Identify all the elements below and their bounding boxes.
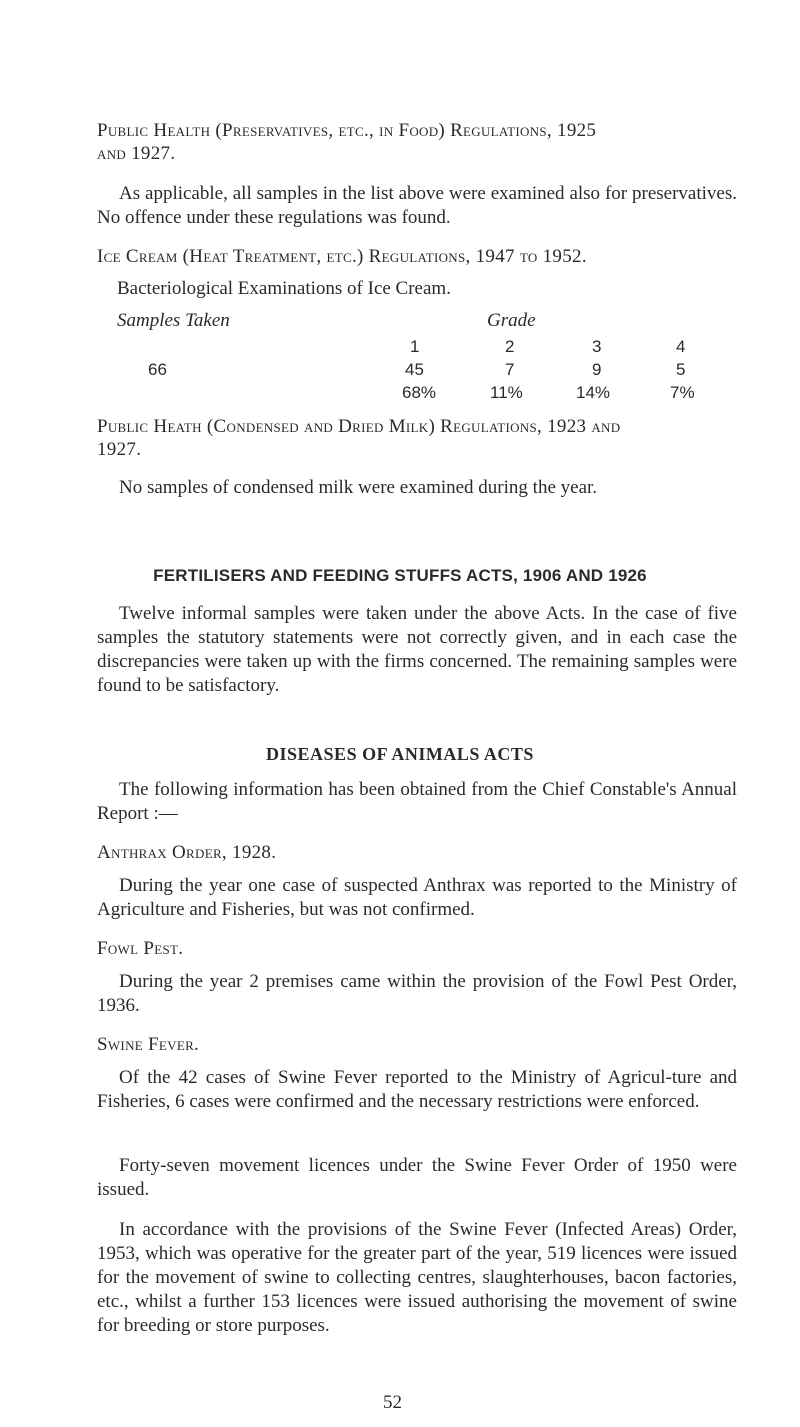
- ice-cream-heading: Ice Cream (Heat Treatment, etc.) Regulations, 1947 to 1952.: [97, 246, 587, 267]
- ice-cream-subheading: Bacteriological Examinations of Ice Cream.: [117, 278, 451, 299]
- swine-fever-text-2: Forty-seven movement licences under the Swine Fever Order of 1950 were issued.: [97, 1155, 737, 1200]
- diseases-intro-text: The following information has been obtained from the Chief Constable's Annual Report :—: [97, 779, 737, 824]
- page-number: 52: [383, 1392, 402, 1413]
- grade-count-3: 9: [592, 360, 602, 379]
- grade-label: Grade: [487, 310, 536, 331]
- preservatives-heading-line1: Public Health (Preservatives, etc., in Food) Regulations, 1925: [97, 120, 597, 141]
- condensed-milk-heading-line1: Public Heath (Condensed and Dried Milk) Regulations, 1923 and: [97, 416, 621, 437]
- fertilisers-text: Twelve informal samples were taken under the above Acts. In the case of five samples the statutory statements were not correctly given, and in each case the discrepancies were taken up with the firms concerned. The remaining samples were found to be satisfactory.: [97, 603, 737, 696]
- preservatives-heading-line2: and 1927.: [97, 143, 176, 164]
- grade-header-1: 1: [410, 337, 420, 356]
- swine-fever-paragraph-2: [97, 1154, 737, 1202]
- diseases-intro-paragraph: [97, 778, 737, 826]
- swine-fever-heading: Swine Fever.: [97, 1034, 200, 1055]
- samples-taken-value: 66: [148, 360, 167, 379]
- condensed-milk-text: No samples of condensed milk were examined during the year.: [119, 477, 598, 498]
- fowl-pest-text: During the year 2 premises came within the provision of the Fowl Pest Order, 1936.: [97, 971, 737, 1016]
- samples-taken-label: Samples Taken: [117, 310, 230, 331]
- fertilisers-paragraph: [97, 602, 737, 698]
- grade-percent-4: 7%: [670, 383, 695, 402]
- grade-percent-1: 68%: [402, 383, 437, 402]
- anthrax-paragraph: [97, 874, 737, 922]
- condensed-milk-paragraph: [97, 476, 737, 500]
- grade-percent-3: 14%: [576, 383, 611, 402]
- grade-count-1: 45: [405, 360, 424, 379]
- grade-header-3: 3: [592, 337, 602, 356]
- condensed-milk-heading-line2: 1927.: [97, 439, 142, 460]
- swine-fever-text-1: Of the 42 cases of Swine Fever reported to the Ministry of Agricul-ture and Fisheries, 6 cases were confirmed and the necessary restrictions were enforced.: [97, 1067, 737, 1112]
- diseases-heading: DISEASES OF ANIMALS ACTS: [266, 744, 534, 764]
- preservatives-paragraph: [97, 182, 737, 230]
- grade-count-4: 5: [676, 360, 686, 379]
- fowl-pest-heading: Fowl Pest.: [97, 938, 184, 959]
- grade-header-4: 4: [676, 337, 686, 356]
- swine-fever-paragraph-3: [97, 1218, 737, 1338]
- fowl-pest-paragraph: [97, 970, 737, 1018]
- anthrax-text: During the year one case of suspected Anthrax was reported to the Ministry of Agriculture and Fisheries, but was not confirmed.: [97, 875, 737, 920]
- anthrax-heading: Anthrax Order, 1928.: [97, 842, 277, 863]
- grade-header-2: 2: [505, 337, 515, 356]
- grade-count-2: 7: [505, 360, 515, 379]
- grade-percent-2: 11%: [490, 383, 523, 402]
- preservatives-text: As applicable, all samples in the list above were examined also for preservatives. No offence under these regulations was found.: [97, 183, 737, 228]
- swine-fever-text-3: In accordance with the provisions of the Swine Fever (Infected Areas) Order, 1953, which was operative for the greater part of the year, 519 licences were issued for the movement of swine to collecting centres, slaughterhouses, bacon factories, etc., whilst a further 153 licences were issued authorising the movement of swine for breeding or store purposes.: [97, 1219, 737, 1336]
- fertilisers-heading: FERTILISERS AND FEEDING STUFFS ACTS, 1906 AND 1926: [153, 566, 647, 585]
- swine-fever-paragraph-1: [97, 1066, 737, 1114]
